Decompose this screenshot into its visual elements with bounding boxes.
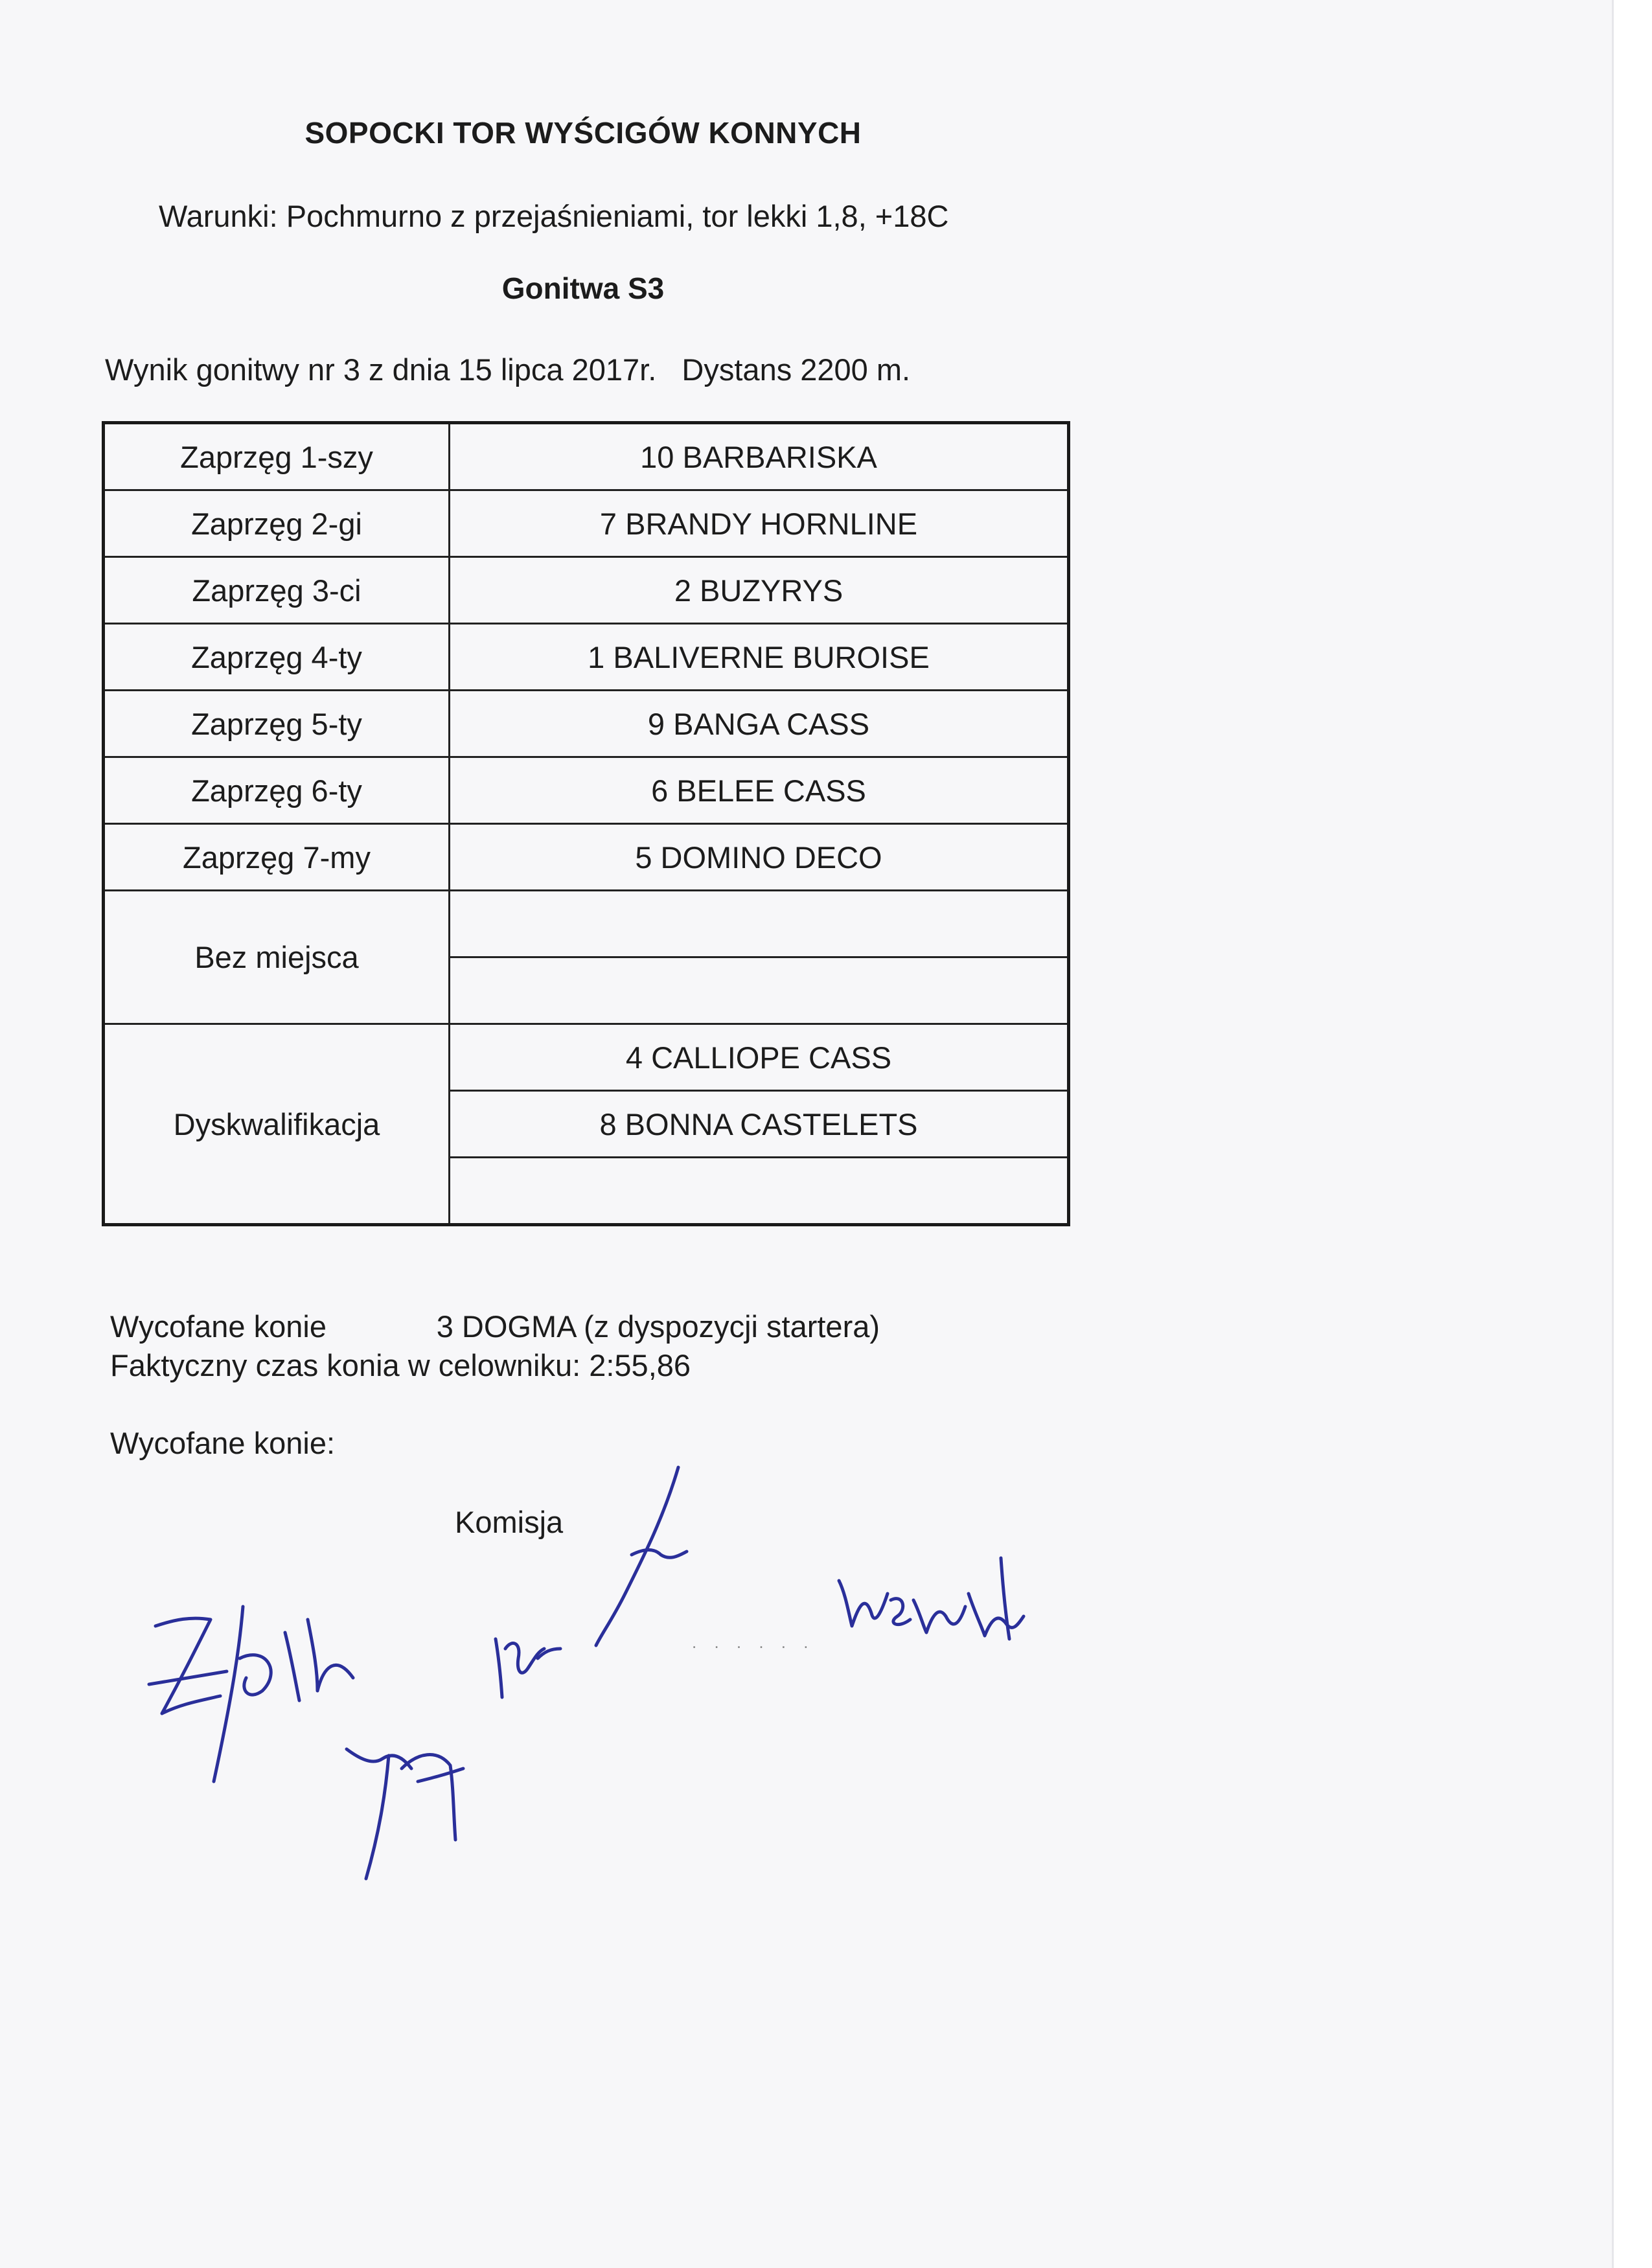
dotted-line: . . . . . .: [692, 1632, 815, 1652]
withdrawn-horses-line: Wycofane konie 3 DOGMA (z dyspozycji startera): [110, 1309, 880, 1344]
horse-name: 7 BRANDY HORNLINE: [450, 490, 1069, 557]
weather-conditions: Warunki: Pochmurno z przejaśnieniami, tor lekki 1,8, +18C: [159, 199, 949, 233]
horse-name: 8 BONNA CASTELETS: [450, 1091, 1069, 1158]
disqualified-label: Dyskwalifikacja: [104, 1024, 450, 1225]
signature-3: [483, 1464, 696, 1710]
horse-name: [450, 1158, 1069, 1225]
table-row: [104, 490, 1069, 557]
horse-name: 6 BELEE CASS: [450, 757, 1069, 824]
table-row: [104, 423, 1069, 490]
horse-name: 9 BANGA CASS: [450, 691, 1069, 757]
place-label: Zaprzęg 5-ty: [104, 691, 450, 757]
signature-1: [130, 1581, 363, 1794]
withdrawn-horses-line-2: Wycofane konie:: [110, 1426, 336, 1460]
finish-time-line: Faktyczny czas konia w celowniku: 2:55,86: [110, 1348, 691, 1382]
document-title: SOPOCKI TOR WYŚCIGÓW KONNYCH: [304, 116, 862, 150]
race-result-line: Wynik gonitwy nr 3 z dnia 15 lipca 2017r. Dystans 2200 m.: [105, 352, 911, 387]
horse-name: [450, 957, 1069, 1024]
place-label: Zaprzęg 3-ci: [104, 557, 450, 624]
unplaced-label: Bez miejsca: [104, 891, 450, 1024]
table-row: [104, 691, 1069, 757]
table-row: [104, 557, 1069, 624]
table-row: [104, 757, 1069, 824]
place-label: Zaprzęg 6-ty: [104, 757, 450, 824]
horse-name: 5 DOMINO DECO: [450, 824, 1069, 891]
place-label: Zaprzęg 4-ty: [104, 624, 450, 691]
horse-name: 10 BARBARISKA: [450, 423, 1069, 490]
race-name: Gonitwa S3: [501, 271, 665, 305]
page-edge: [1612, 0, 1652, 2268]
results-table: [102, 421, 1070, 1226]
horse-name: 2 BUZYRYS: [450, 557, 1069, 624]
table-row: [104, 624, 1069, 691]
table-row: [104, 824, 1069, 891]
horse-name: 1 BALIVERNE BUROISE: [450, 624, 1069, 691]
commission-label: Komisja: [455, 1505, 564, 1539]
horse-name: 4 CALLIOPE CASS: [450, 1024, 1069, 1091]
place-label: Zaprzęg 1-szy: [104, 423, 450, 490]
signature-2: [340, 1730, 483, 1885]
horse-name: [450, 891, 1069, 957]
place-label: Zaprzęg 2-gi: [104, 490, 450, 557]
signature-4: [836, 1555, 1030, 1652]
place-label: Zaprzęg 7-my: [104, 824, 450, 891]
table-row: [104, 1024, 1069, 1091]
table-row: [104, 891, 1069, 957]
